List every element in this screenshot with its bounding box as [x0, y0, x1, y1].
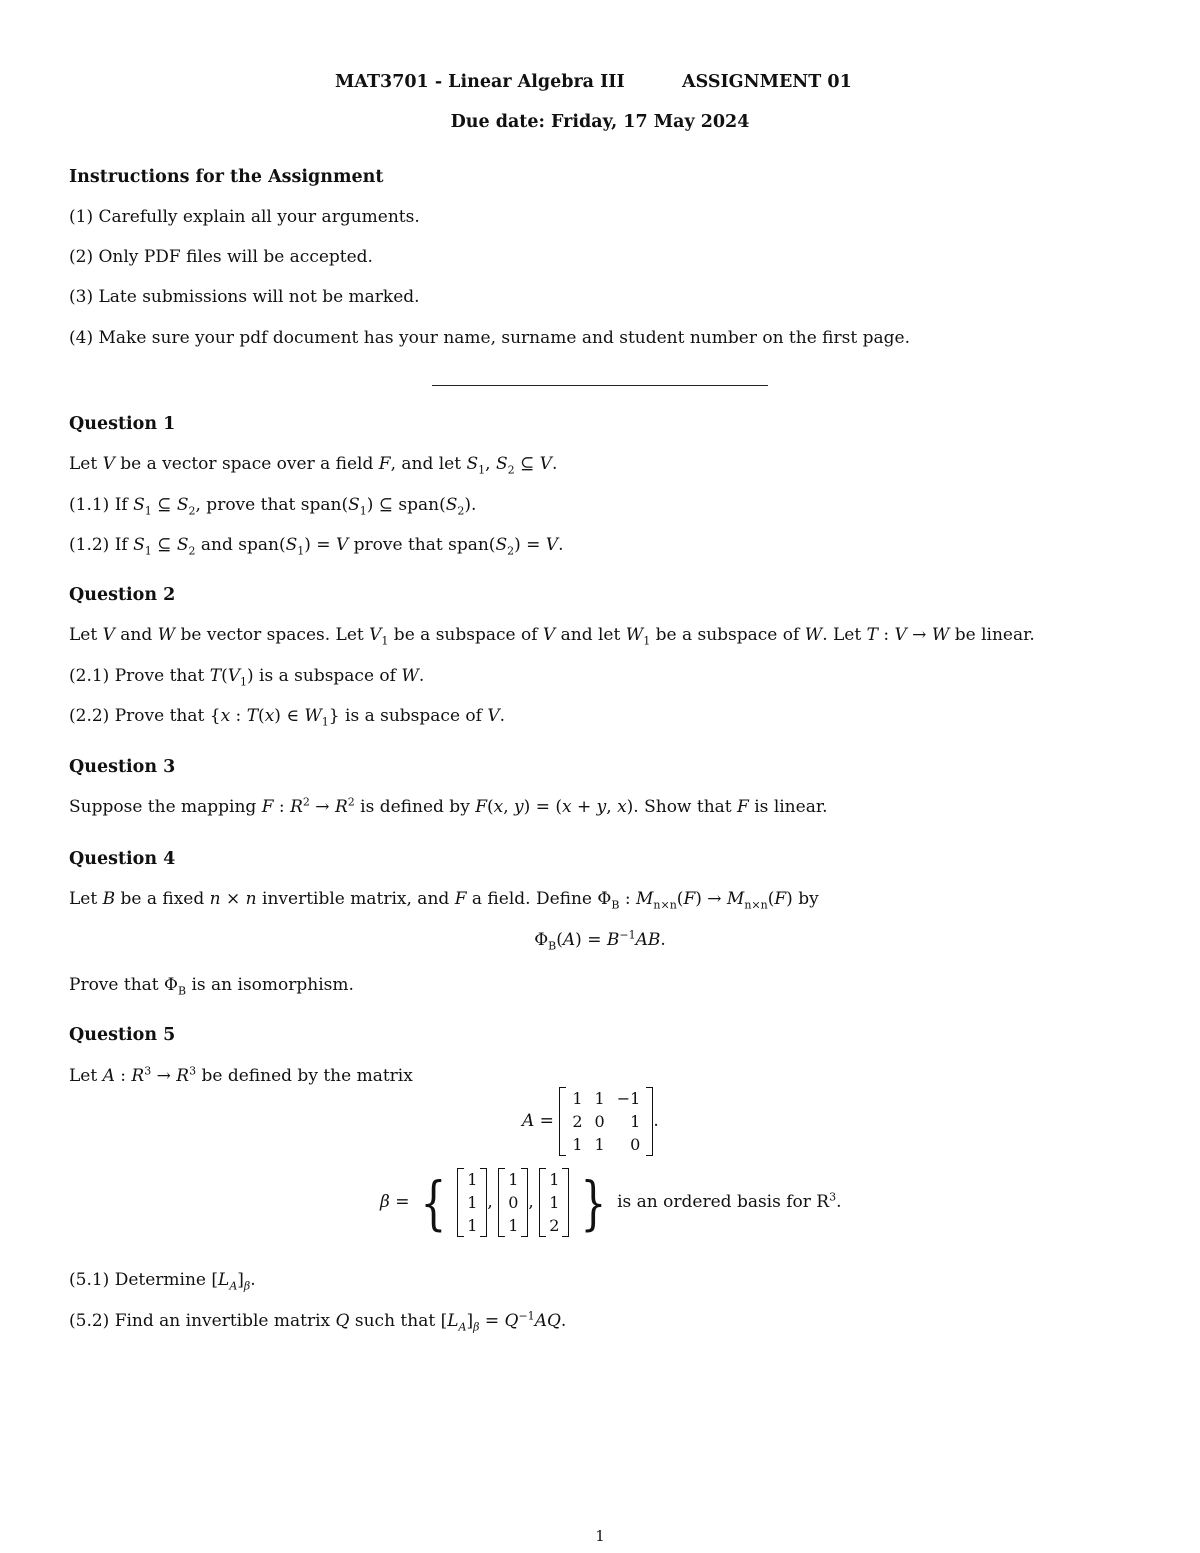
question-part: (2.2) Prove that {x : T(x) ∈ $W_1$} is a subspace of V. [69, 706, 506, 729]
question-part: (5.1) Determine $[L_A]_\beta$. [69, 1270, 256, 1293]
question-text: Let V and W be vector spaces. Let $V_1$ be a subspace of V and let $W_1$ be a subspace of W. Let T : V → W be linear. [69, 625, 1035, 648]
question-text: Suppose the mapping F : $R^2 \to R^2$ is defined by F(x, y) = (x + y, x). Show that F is linear. [69, 795, 828, 817]
basis-vector: 1 1 1 [457, 1168, 487, 1237]
instructions-heading: Instructions for the Assignment [69, 167, 384, 187]
question-heading: Question 4 [69, 849, 176, 869]
basis-equation: β = { 1 1 1 , 1 0 1 , 1 1 2 } is an ordered basis for $R^3$. [380, 1168, 842, 1237]
left-brace: { [420, 1168, 447, 1237]
question-part: (1.2) If $S_1$ ⊆ $S_2$ and $span(S_1) = V$ prove that $span(S_2) = V$. [69, 535, 564, 558]
equation: $\Phi_B(A) = B^{-1}AB$. [534, 928, 666, 953]
page-number: 1 [595, 1527, 605, 1545]
course-title: MAT3701 - Linear Algebra III [335, 72, 625, 92]
question-heading: Question 3 [69, 757, 176, 777]
question-text: Let A : $R^3 \to R^3$ be defined by the matrix [69, 1064, 413, 1086]
question-text: Prove that $\Phi_B$ is an isomorphism. [69, 975, 354, 998]
question-heading: Question 2 [69, 585, 176, 605]
section-divider [432, 385, 768, 386]
question-part: (1.1) If $S_1$ ⊆ $S_2$, prove that $span(S_1)$ ⊆ $span(S_2)$. [69, 495, 477, 518]
question-part: (5.2) Find an invertible matrix Q such that $[L_A]_\beta = Q^{-1}AQ$. [69, 1309, 567, 1334]
due-date: Due date: Friday, 17 May 2024 [450, 112, 750, 132]
right-brace: } [580, 1168, 607, 1237]
question-part: (2.1) Prove that $T(V_1)$ is a subspace of W. [69, 666, 425, 689]
assignment-label: ASSIGNMENT 01 [682, 72, 852, 92]
matrix-a: 1 1 −1 2 0 1 1 1 0 [559, 1087, 653, 1156]
basis-vector: 1 1 2 [539, 1168, 569, 1237]
question-text: Let V be a vector space over a field F, and let $S_1$, $S_2$ ⊆ V. [69, 454, 558, 477]
question-heading: Question 1 [69, 414, 176, 434]
instruction-item: (2) Only PDF files will be accepted. [69, 247, 373, 267]
basis-vector: 1 0 1 [498, 1168, 528, 1237]
instruction-item: (3) Late submissions will not be marked. [69, 287, 420, 307]
instruction-item: (1) Carefully explain all your arguments. [69, 207, 420, 227]
question-text: Let B be a fixed n × n invertible matrix, and F a field. Define $\Phi_B$ : $M_{n\times n}(F) \to M_{n\times n}(F)$ by [69, 889, 819, 912]
question-heading: Question 5 [69, 1025, 176, 1045]
instruction-item: (4) Make sure your pdf document has your name, surname and student number on the first page. [69, 328, 910, 348]
matrix-equation: A = 1 1 −1 2 0 1 1 1 0 . [522, 1089, 659, 1154]
